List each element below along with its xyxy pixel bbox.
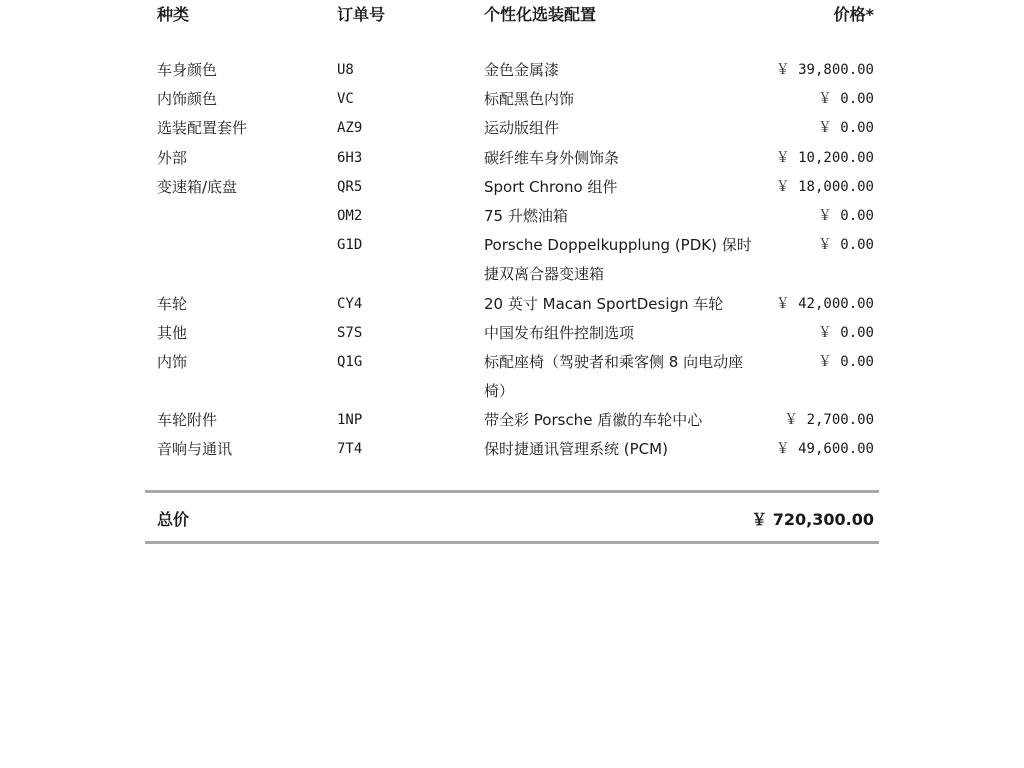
header-order-code: 订单号 <box>337 5 386 24</box>
row-category: 变速箱/底盘 <box>157 177 238 196</box>
row-option: 75 升燃油箱 <box>484 206 568 225</box>
total-divider-bottom <box>145 541 879 544</box>
row-code: VC <box>337 91 354 108</box>
header-price: 价格* <box>833 5 874 24</box>
table-row <box>0 319 1024 348</box>
row-option: 20 英寸 Macan SportDesign 车轮 <box>484 294 724 313</box>
header-category: 种类 <box>157 5 190 24</box>
row-category: 其他 <box>157 323 188 342</box>
header-option: 个性化选装配置 <box>484 5 597 24</box>
options-table <box>0 56 1024 465</box>
row-price: ￥ 49,600.00 <box>775 441 874 458</box>
row-code: 6H3 <box>337 149 363 166</box>
row-code: S7S <box>337 324 363 341</box>
row-category: 车身颜色 <box>157 61 218 79</box>
row-option: 带全彩 Porsche 盾徽的车轮中心 <box>484 411 703 430</box>
table-row <box>0 290 1024 319</box>
row-option: Sport Chrono 组件 <box>484 177 618 196</box>
row-option: 标配座椅（驾驶者和乘客侧 8 向电动座椅） <box>484 352 744 401</box>
total-divider-top <box>145 490 879 493</box>
row-price: ￥ 0.00 <box>817 324 874 341</box>
row-option: 金色金属漆 <box>484 61 560 79</box>
row-code: U8 <box>337 62 354 78</box>
row-code: Q1G <box>337 353 363 370</box>
row-code: AZ9 <box>337 120 363 137</box>
row-code: QR5 <box>337 178 363 195</box>
total-label: 总价 <box>157 510 190 529</box>
row-price: ￥ 42,000.00 <box>775 295 874 312</box>
row-price: ￥ 10,200.00 <box>775 149 874 166</box>
row-category: 车轮附件 <box>157 411 218 430</box>
row-price: ￥ 0.00 <box>817 120 874 137</box>
row-option: 运动版组件 <box>484 119 560 138</box>
row-category: 内饰颜色 <box>157 90 218 109</box>
row-code: CY4 <box>337 295 363 312</box>
table-row <box>0 435 1024 464</box>
row-code: 7T4 <box>337 441 363 458</box>
row-option: 保时捷通讯管理系统 (PCM) <box>484 440 668 459</box>
row-category: 内饰 <box>157 352 188 371</box>
table-row <box>0 173 1024 202</box>
table-row <box>0 231 1024 289</box>
row-category: 外部 <box>157 148 188 167</box>
table-row <box>0 85 1024 114</box>
row-price: ￥ 0.00 <box>817 91 874 108</box>
row-category: 音响与通讯 <box>157 440 233 459</box>
row-price: ￥ 39,800.00 <box>775 62 874 78</box>
row-code: OM2 <box>337 207 363 224</box>
table-row <box>0 114 1024 143</box>
row-price: ￥ 18,000.00 <box>775 178 874 195</box>
row-option: 标配黑色内饰 <box>484 90 575 109</box>
row-price: ￥ 2,700.00 <box>784 412 874 429</box>
table-row <box>0 144 1024 173</box>
row-code: 1NP <box>337 412 363 429</box>
row-option: 碳纤维车身外侧饰条 <box>484 148 620 167</box>
table-row <box>0 202 1024 231</box>
row-option: 中国发布组件控制选项 <box>484 323 635 342</box>
table-row <box>0 56 1024 85</box>
row-category: 车轮 <box>157 294 188 313</box>
row-option: Porsche Doppelkupplung (PDK) 保时捷双离合器变速箱 <box>484 236 752 284</box>
row-price: ￥ 0.00 <box>817 353 874 370</box>
row-code: G1D <box>337 237 363 254</box>
table-row <box>0 406 1024 435</box>
row-price: ￥ 0.00 <box>817 237 874 254</box>
row-price: ￥ 0.00 <box>817 207 874 224</box>
table-row <box>0 348 1024 406</box>
total-value: ￥ 720,300.00 <box>751 510 874 529</box>
row-category: 选装配置套件 <box>157 119 248 138</box>
